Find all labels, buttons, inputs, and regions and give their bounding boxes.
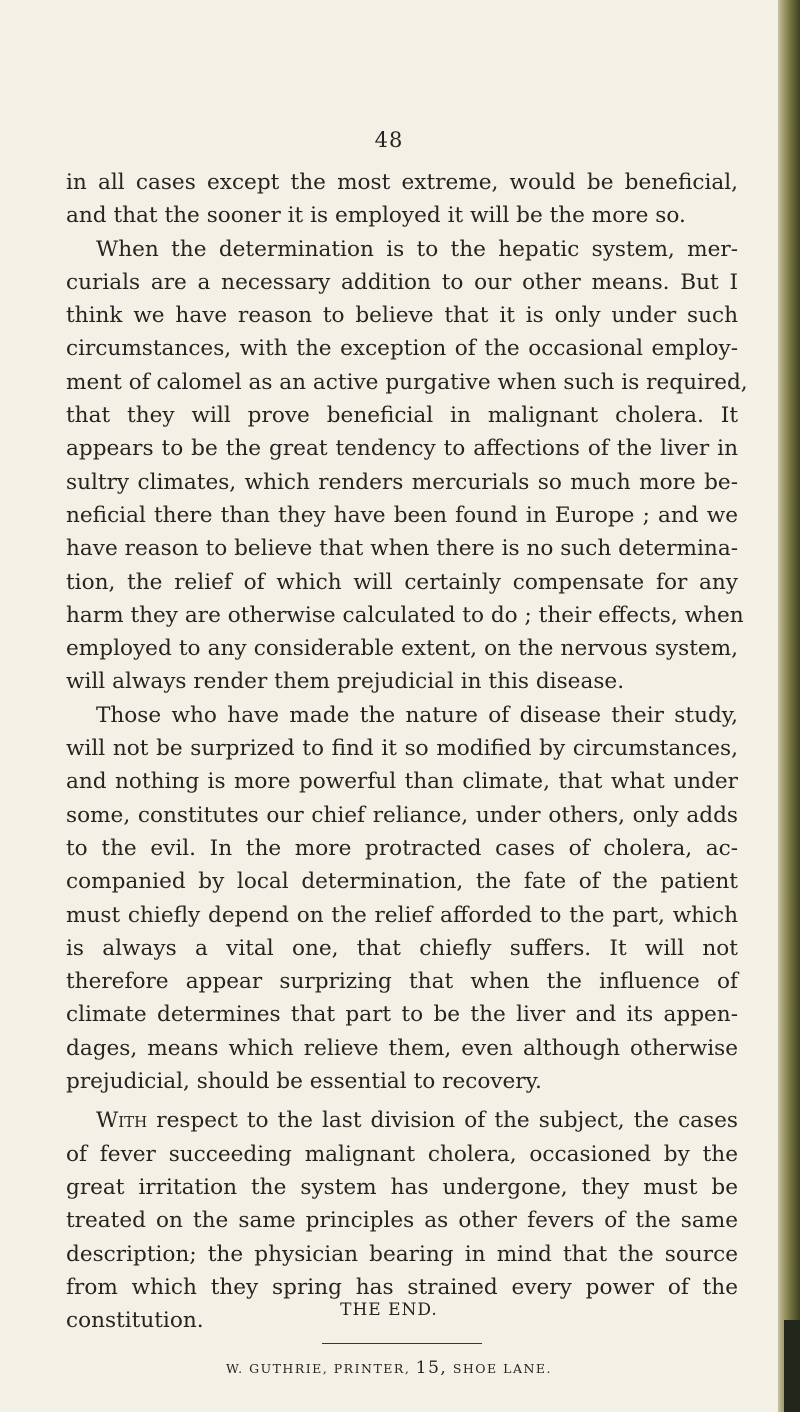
page-number: 48 (374, 128, 404, 152)
text-line: think we have reason to believe that it is only under such (66, 303, 738, 329)
text-line (66, 1104, 738, 1137)
text-line: prejudicial, should be essential to recovery. (66, 1069, 542, 1095)
text-line: great irritation the system has undergone, they must be (66, 1174, 738, 1200)
text-line: from which they spring has strained every power of the (66, 1274, 738, 1300)
text-line: neficial there than they have been found in Europe ; and we (66, 502, 738, 528)
text-line: is always a vital one, that chiefly suffers. It will not (66, 935, 738, 961)
paragraph-lead: With (96, 1108, 148, 1134)
text-line: will not be surprized to find it so modified by circumstances, (66, 736, 738, 762)
page-edge-shadow (784, 1320, 800, 1412)
text-line: sultry climates, which renders mercurials so much more be- (66, 469, 738, 495)
text-line: companied by local determination, the fate of the patient (66, 869, 738, 895)
text-line: tion, the relief of which will certainly compensate for any (66, 569, 738, 595)
text-line: in all cases except the most extreme, would be beneficial, (66, 170, 738, 195)
the-end-heading: THE END. (340, 1300, 438, 1320)
text-fragment: respect to the last division of the subject, the cases (147, 1108, 738, 1134)
text-line: ment of calomel as an active purgative when such is required, (66, 369, 748, 395)
printer-street: SHOE LANE. (452, 1361, 553, 1376)
printer-imprint (0, 1358, 778, 1378)
page-edge (778, 0, 800, 1412)
text-line: have reason to believe that when there is no such determina- (66, 536, 738, 562)
text-line: employed to any considerable extent, on the nervous system, (66, 636, 738, 662)
text-line: and that the sooner it is employed it will be the more so. (66, 203, 686, 229)
text-line: harm they are otherwise calculated to do ; their effects, when (66, 602, 744, 628)
text-line: must chiefly depend on the relief afforded to the part, which (66, 902, 738, 928)
printer-number: 15, (415, 1358, 448, 1378)
text-line: and nothing is more powerful than climate, that what under (66, 769, 738, 795)
text-line: therefore appear surprizing that when the influence of (66, 969, 738, 995)
text-line: appears to be the great tendency to affections of the liver in (66, 436, 738, 462)
body-text (66, 166, 748, 1337)
text-line: of fever succeeding malignant cholera, occasioned by the (66, 1141, 738, 1167)
text-line: description; the physician bearing in mind that the source (66, 1241, 738, 1267)
text-line: that they will prove beneficial in malignant cholera. It (66, 403, 738, 429)
text-line: to the evil. In the more protracted cases of cholera, ac- (66, 835, 738, 861)
text-line: climate determines that part to be the liver and its appen- (66, 1002, 738, 1028)
text-line: When the determination is to the hepatic system, mer- (96, 236, 738, 262)
text-line: curials are a necessary addition to our other means. But I (66, 269, 738, 295)
text-line: circumstances, with the exception of the occasional employ- (66, 336, 738, 362)
text-line: will always render them prejudicial in this disease. (66, 669, 625, 695)
text-line: Those who have made the nature of disease their study, (96, 702, 738, 728)
divider-rule (322, 1343, 482, 1344)
text-line: some, constitutes our chief reliance, under others, only adds (66, 802, 738, 828)
text-line: dages, means which relieve them, even although otherwise (66, 1035, 738, 1061)
text-line: treated on the same principles as other fevers of the same (66, 1208, 738, 1234)
printer-name: W. GUTHRIE, PRINTER, (225, 1361, 411, 1376)
text-line: constitution. (66, 1308, 204, 1334)
